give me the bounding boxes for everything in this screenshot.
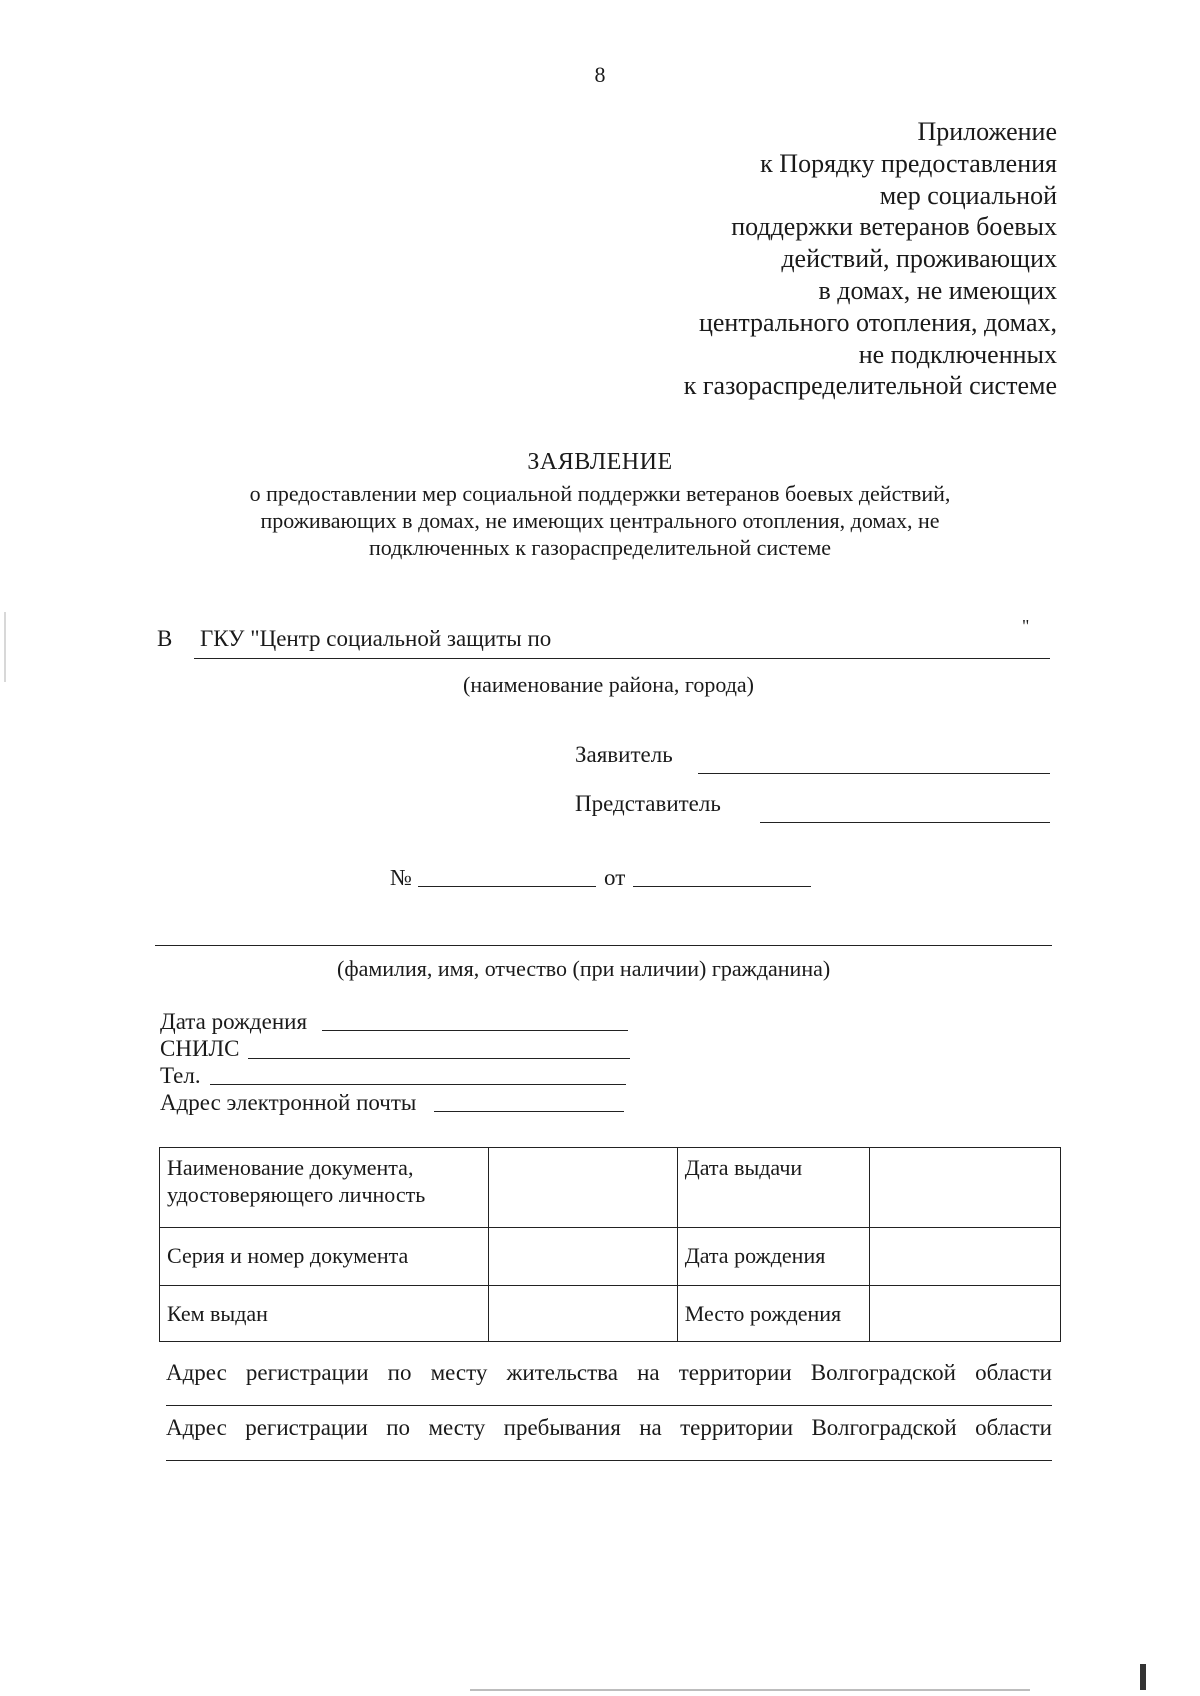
- appendix-line: мер социальной: [879, 180, 1057, 210]
- table-value-cell[interactable]: [489, 1286, 678, 1342]
- representative-label: Представитель: [575, 791, 721, 816]
- appendix-line: центрального отопления, домах,: [698, 307, 1057, 337]
- table-label-cell: Наименование документа, удостоверяющего личность: [160, 1148, 489, 1228]
- snils-field[interactable]: [248, 1058, 630, 1059]
- email-label: Адрес электронной почты: [160, 1090, 417, 1115]
- snils-label: СНИЛС: [160, 1036, 240, 1061]
- document-title-block: [190, 446, 1010, 561]
- phone-field[interactable]: [210, 1084, 626, 1085]
- appendix-line: действий, проживающих: [781, 244, 1057, 274]
- table-label-cell: Дата рождения: [677, 1228, 870, 1286]
- table-value-cell[interactable]: [870, 1286, 1061, 1342]
- table-row: [160, 1228, 1061, 1286]
- birth-date-field[interactable]: [322, 1030, 628, 1031]
- appendix-line: к газораспределительной системе: [683, 371, 1057, 401]
- scan-bottom-line: [470, 1689, 1030, 1691]
- appendix-line: Приложение: [917, 117, 1057, 146]
- table-value-cell[interactable]: [870, 1148, 1061, 1228]
- recipient-underline[interactable]: [194, 658, 1050, 659]
- recipient-prefix: В: [157, 626, 173, 651]
- recipient-closing-quote: ": [1022, 616, 1030, 636]
- email-field[interactable]: [434, 1111, 624, 1112]
- appendix-block: [684, 116, 1057, 402]
- identity-document-table: [159, 1147, 1061, 1342]
- applicant-field[interactable]: [698, 773, 1050, 774]
- recipient-text: ГКУ "Центр социальной защиты по: [200, 626, 552, 651]
- table-label-cell: Кем выдан: [160, 1286, 489, 1342]
- phone-label: Тел.: [160, 1063, 201, 1088]
- address-residence-label: Адрес регистрации по месту жительства на территории Волгоградской области: [166, 1360, 1052, 1385]
- appendix-line: в домах, не имеющих: [818, 275, 1057, 305]
- subtitle-line: проживающих в домах, не имеющих центрального отопления, домах, не: [260, 508, 940, 533]
- date-field[interactable]: [633, 886, 811, 887]
- full-name-field[interactable]: [155, 945, 1052, 946]
- table-row: [160, 1148, 1061, 1228]
- birth-date-label: Дата рождения: [160, 1009, 308, 1034]
- table-label-cell: Серия и номер документа: [160, 1228, 489, 1286]
- scan-left-mark: [4, 612, 6, 682]
- address-stay-label: Адрес регистрации по месту пребывания на территории Волгоградской области: [166, 1415, 1052, 1440]
- from-label: от: [604, 865, 626, 890]
- subtitle-line: о предоставлении мер социальной поддержки ветеранов боевых действий,: [249, 481, 951, 506]
- appendix-line: не подключенных: [858, 339, 1057, 369]
- scan-edge-mark: [1140, 1664, 1146, 1690]
- address-residence-field[interactable]: [166, 1405, 1052, 1406]
- recipient-hint: (наименование района, города): [463, 672, 754, 697]
- subtitle-line: подключенных к газораспределительной системе: [368, 535, 832, 560]
- address-stay-field[interactable]: [166, 1460, 1052, 1461]
- number-field[interactable]: [418, 886, 596, 887]
- document-subtitle: [190, 480, 1010, 561]
- table-value-cell[interactable]: [489, 1148, 678, 1228]
- full-name-hint: (фамилия, имя, отчество (при наличии) гражданина): [337, 956, 831, 981]
- appendix-line: к Порядку предоставления: [760, 148, 1057, 178]
- page-number: 8: [594, 62, 606, 87]
- table-label-cell: Дата выдачи: [677, 1148, 870, 1228]
- table-value-cell[interactable]: [489, 1228, 678, 1286]
- applicant-label: Заявитель: [575, 742, 673, 767]
- document-title: ЗАЯВЛЕНИЕ: [527, 449, 673, 475]
- number-label: №: [390, 865, 412, 890]
- appendix-line: поддержки ветеранов боевых: [731, 212, 1057, 242]
- table-row: [160, 1286, 1061, 1342]
- representative-field[interactable]: [760, 822, 1050, 823]
- table-label-cell: Место рождения: [677, 1286, 870, 1342]
- table-value-cell[interactable]: [870, 1228, 1061, 1286]
